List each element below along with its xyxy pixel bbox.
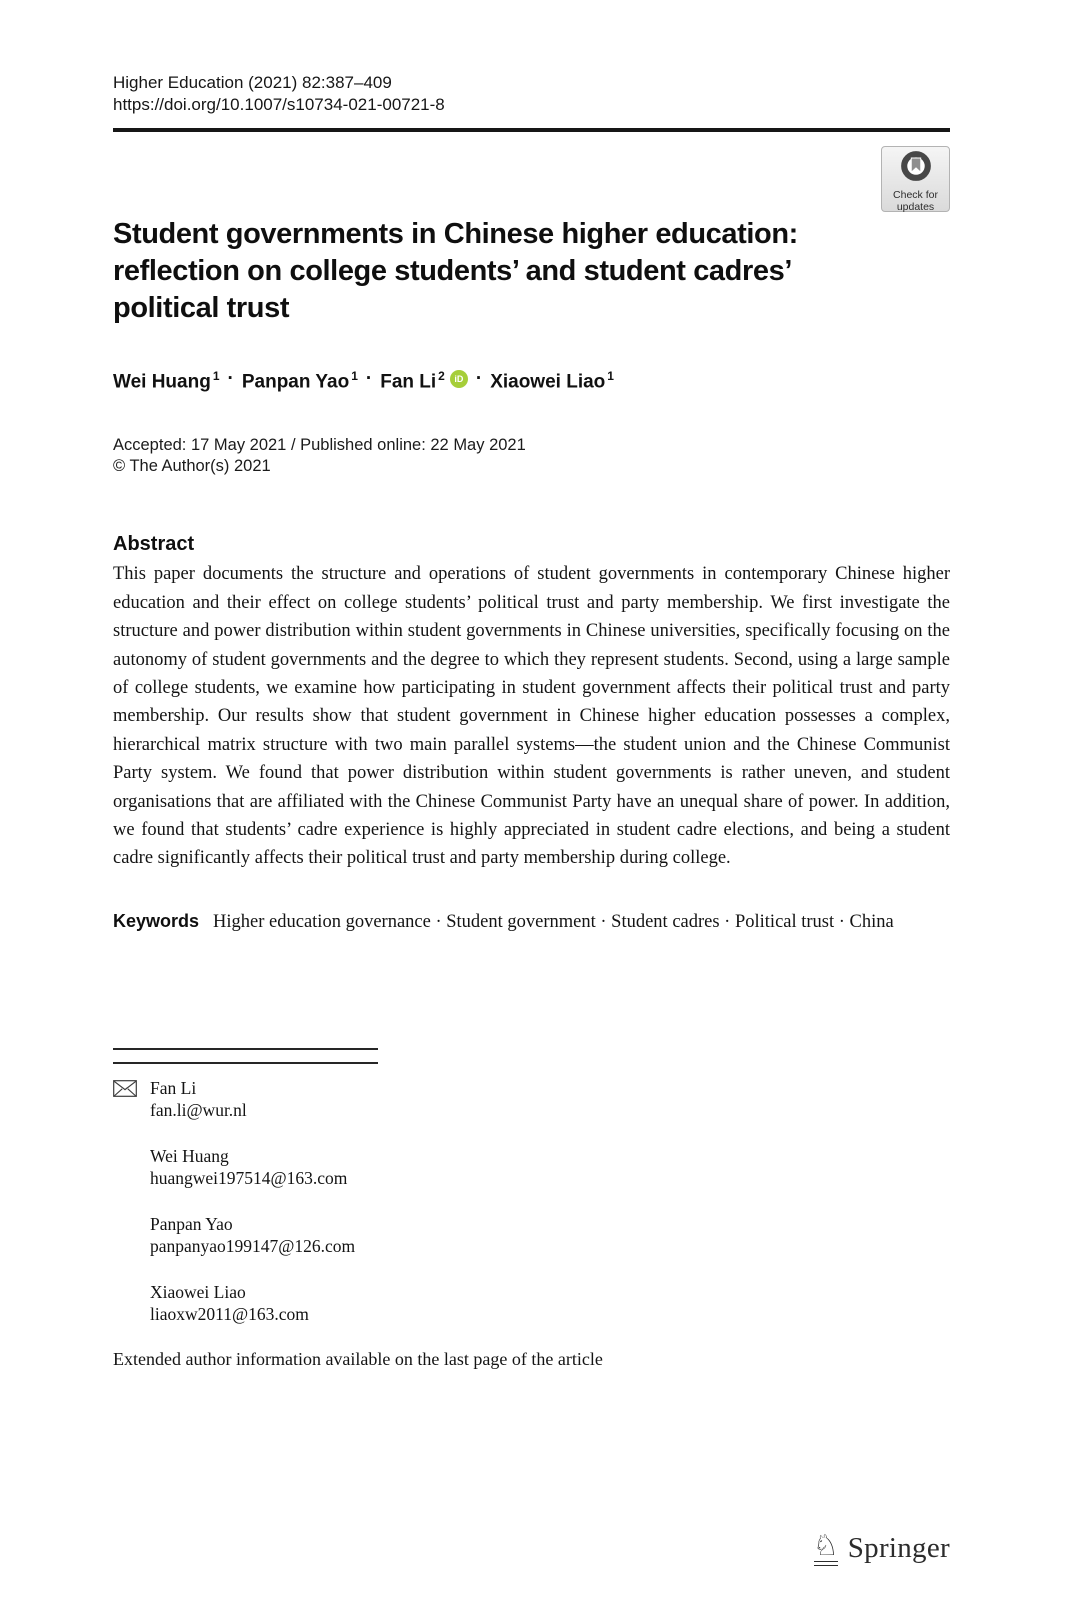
author-contact-name: Wei Huang: [150, 1146, 229, 1167]
header-rule: [113, 128, 950, 132]
keywords-block: [113, 907, 950, 937]
check-updates-icon: [899, 150, 933, 189]
author-contact-name: Xiaowei Liao: [150, 1282, 246, 1303]
affiliation-sup: 1: [607, 369, 614, 383]
publication-dates: [113, 435, 950, 477]
corresponding-author-name: Fan Li: [150, 1078, 197, 1099]
author-contact: [150, 1213, 950, 1257]
author-contact-name: Panpan Yao: [150, 1214, 233, 1235]
extended-author-info-note: Extended author information available on the last page of the article: [113, 1349, 603, 1370]
doi-link[interactable]: https://doi.org/10.1007/s10734-021-00721-8: [113, 95, 445, 114]
page-title: [113, 216, 950, 327]
abstract-heading: Abstract: [113, 533, 195, 556]
author-contact: [150, 1145, 950, 1189]
check-updates-label: Check for updates: [893, 189, 938, 213]
envelope-icon: [113, 1077, 137, 1121]
author-separator: ·: [475, 368, 483, 390]
affiliation-sup: 2: [438, 369, 445, 383]
accepted-published-line: Accepted: 17 May 2021 / Published online: 22 May 2021: [113, 436, 526, 455]
affiliation-sup: 1: [351, 369, 358, 383]
corresponding-author-email[interactable]: fan.li@wur.nl: [150, 1100, 247, 1121]
title-line-3: political trust: [113, 292, 290, 324]
author-contact-email[interactable]: huangwei197514@163.com: [150, 1168, 348, 1189]
author-fan-li: Fan Li $^2$: [380, 369, 445, 393]
journal-header: [113, 72, 950, 116]
copyright-line: © The Author(s) 2021: [113, 457, 271, 476]
springer-knight-icon: ♘: [813, 1531, 839, 1566]
springer-logo: [812, 1528, 950, 1566]
keywords-list: Higher education governance · Student government · Student cadres · Political trust · China: [213, 911, 894, 932]
corresponding-author: [113, 1077, 950, 1121]
author-separator: ·: [365, 368, 373, 390]
author-wei-huang: Wei Huang $^1$: [113, 369, 220, 393]
author-contact: [150, 1281, 950, 1325]
title-line-2: reflection on college students’ and student cadres’: [113, 255, 792, 287]
abstract-text: This paper documents the structure and operations of student governments in contemporary Chinese higher education and their effect on college students’ political trust and party membership. We first investigate the structure and power distribution within student governments in Chinese universities, specifically focusing on the autonomy of student governments and the degree to which they represent students. Second, using a large sample of college students, we examine how participating in student government affects their political trust and party membership. Our results show that student government in Chinese higher education possesses a complex, hierarchical matrix structure with two main parallel systems—the student union and the Chinese Communist Party system. We found that power distribution within student governments is rather uneven, and student organisations that are affiliated with the Chinese Communist Party have an unequal share of power. In addition, we found that students’ cadre experience is highly appreciated in student cadre elections, and being a student cadre significantly affects their political trust and party membership during college.: [113, 564, 950, 869]
author-byline: [113, 363, 950, 395]
author-contact-email[interactable]: liaoxw2011@163.com: [150, 1304, 309, 1325]
publisher-name: Springer: [847, 1532, 950, 1564]
author-separator: ·: [227, 368, 234, 390]
author-xiaowei-liao: Xiaowei Liao $^1$: [490, 369, 614, 393]
keywords-label: Keywords: [113, 910, 200, 931]
author-contact-email[interactable]: panpanyao199147@126.com: [150, 1236, 356, 1257]
author-panpan-yao: Panpan Yao $^1$: [241, 369, 358, 393]
affiliation-sup: 1: [212, 369, 220, 383]
title-line-1: Student governments in Chinese higher education:: [113, 218, 798, 250]
orcid-icon[interactable]: iD: [450, 370, 468, 388]
footnote-separator: [113, 1048, 378, 1064]
journal-citation: Higher Education (2021) 82:387–409: [113, 73, 392, 92]
check-for-updates-badge[interactable]: [881, 146, 950, 212]
correspondence-block: [113, 1077, 950, 1325]
